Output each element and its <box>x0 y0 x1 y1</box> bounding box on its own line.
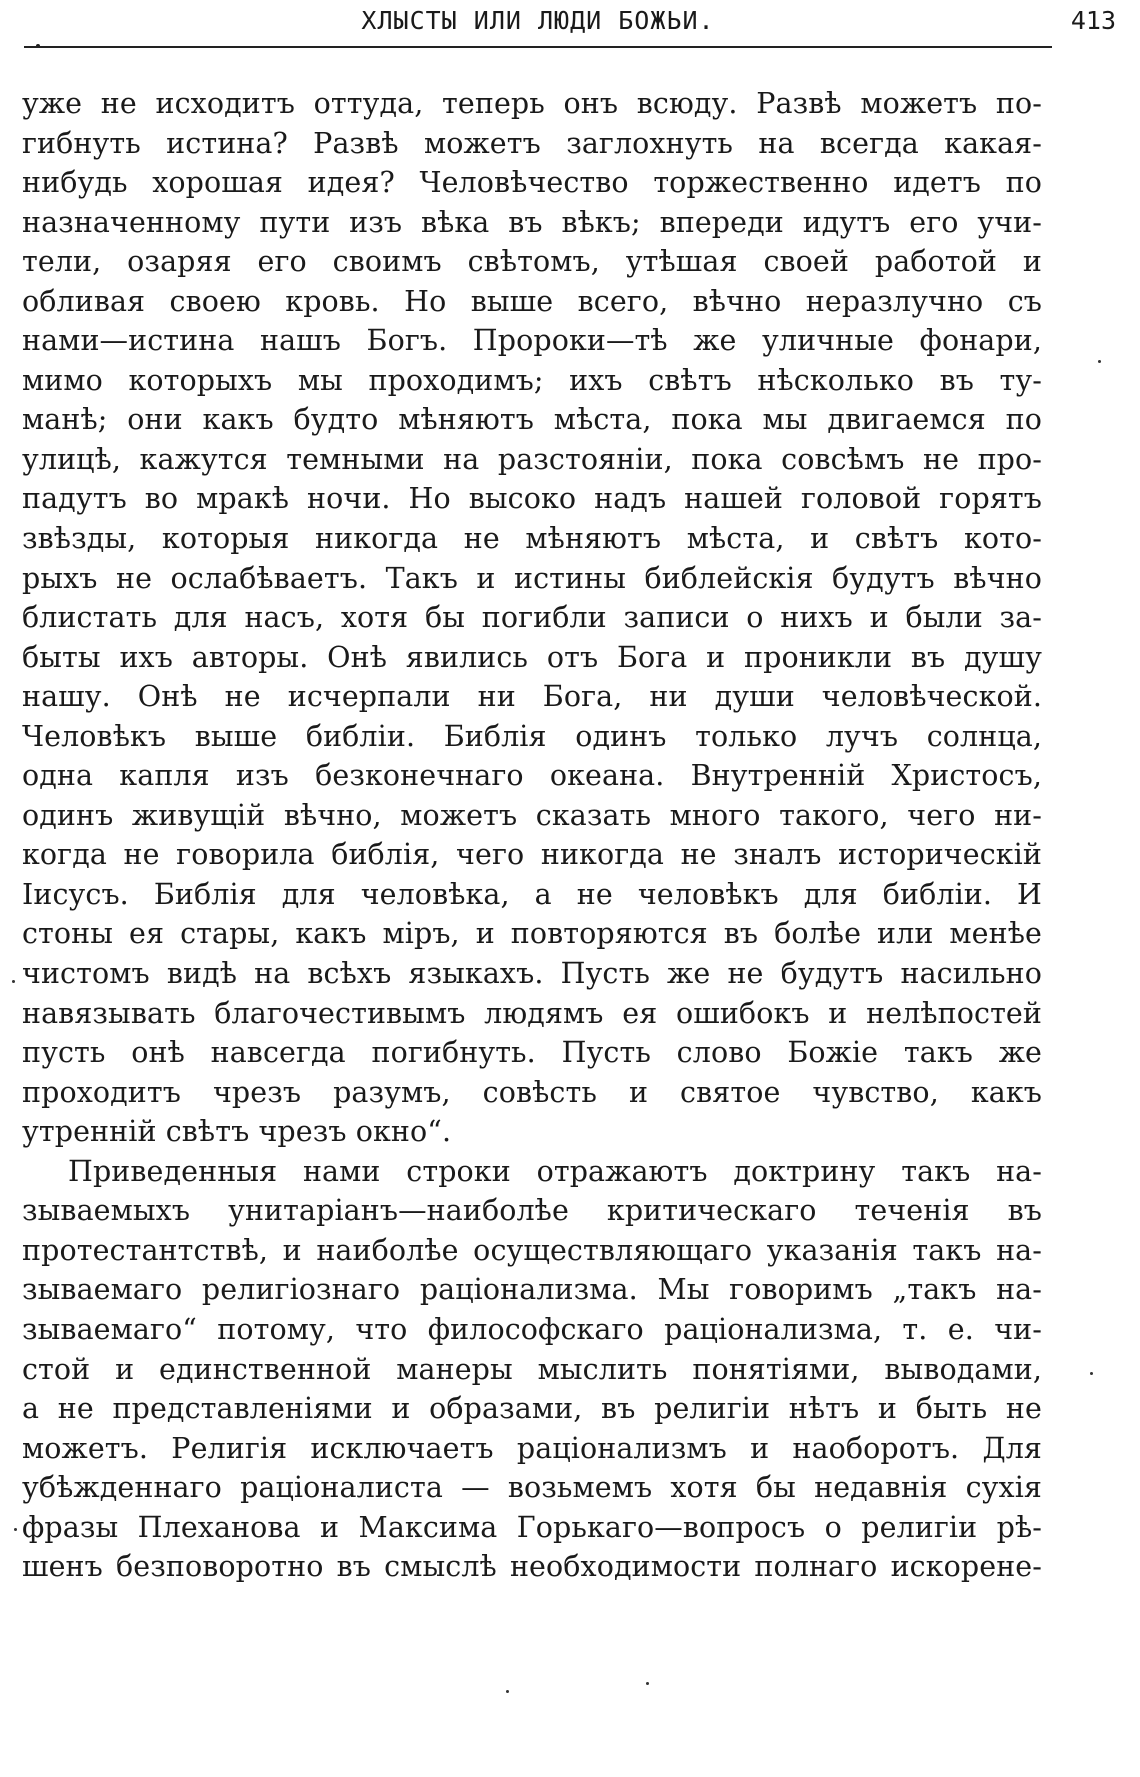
text-line: быты ихъ авторы. Онѣ явились отъ Бога и проникли въ душу <box>22 640 1042 674</box>
text-line: одна капля изъ безконечнаго океана. Внутренній Христосъ, <box>22 759 1042 793</box>
ink-speck <box>646 1682 649 1685</box>
text-line: мимо которыхъ мы проходимъ; ихъ свѣтъ нѣсколько въ ту- <box>22 363 1042 397</box>
text-line: назначенному пути изъ вѣка въ вѣкъ; впереди идутъ его учи- <box>22 205 1042 239</box>
ink-speck <box>1098 360 1101 363</box>
text-line: падутъ во мракѣ ночи. Но высоко надъ нашей головой горятъ <box>22 482 1042 516</box>
text-line: навязывать благочестивымъ людямъ ея ошибокъ и нелѣпостей <box>22 996 1042 1030</box>
ink-speck <box>1090 1372 1093 1375</box>
running-head <box>24 2 1116 46</box>
text-line: тели, озаряя его своимъ свѣтомъ, утѣшая своей работой и <box>22 245 1042 279</box>
text-line: нами—истина нашъ Богъ. Пророки—тѣ же уличные фонари, <box>22 324 1042 358</box>
text-line: шенъ безповоротно въ смыслѣ необходимости полнаго искорене- <box>22 1550 1042 1584</box>
text-line: зываемаго религіознаго раціонализма. Мы говоримъ „такъ на- <box>22 1273 1042 1307</box>
text-line: убѣжденнаго раціоналиста — возьмемъ хотя бы недавнія сухія <box>22 1471 1042 1505</box>
text-line: Человѣкъ выше библіи. Библія одинъ только лучъ солнца, <box>22 719 1042 753</box>
text-line: а не представленіями и образами, въ религіи нѣтъ и быть не <box>22 1392 1042 1426</box>
ink-speck <box>506 1690 509 1693</box>
text-line: Приведенныя нами строки отражаютъ доктрину такъ на- <box>68 1154 1042 1188</box>
text-line: уже не исходитъ оттуда, теперь онъ всюду. Развѣ можетъ по- <box>22 87 1042 120</box>
text-line: обливая своею кровь. Но выше всего, вѣчно неразлучно съ <box>22 284 1042 318</box>
text-line: когда не говорила библія, чего никогда не зналъ историческій <box>22 838 1042 872</box>
body-text <box>22 84 1042 1587</box>
page-number: 413 <box>1070 6 1116 35</box>
text-line: рыхъ не ослабѣваетъ. Такъ и истины библейскія будутъ вѣчно <box>22 561 1042 595</box>
text-line: можетъ. Религія исключаетъ раціонализмъ и наоборотъ. Для <box>22 1431 1042 1465</box>
text-line: блистать для насъ, хотя бы погибли записи о нихъ и были за- <box>22 601 1042 635</box>
text-line: стой и единственной манеры мыслить понятіями, выводами, <box>22 1352 1042 1386</box>
text-line: фразы Плеханова и Максима Горькаго—вопросъ о религіи рѣ- <box>22 1510 1042 1544</box>
paragraph-1 <box>22 84 1042 1152</box>
text-line: проходитъ чрезъ разумъ, совѣсть и святое чувство, какъ <box>22 1075 1042 1109</box>
text-line: утренній свѣтъ чрезъ окно“. <box>22 1115 452 1149</box>
text-line: нашу. Онѣ не исчерпали ни Бога, ни души человѣческой. <box>22 680 1042 714</box>
head-rule <box>24 46 1052 48</box>
paragraph-2 <box>22 1152 1042 1587</box>
text-line: протестантствѣ, и наиболѣе осуществляющаго указанія такъ на- <box>22 1233 1042 1267</box>
running-title: ХЛЫСТЫ ИЛИ ЛЮДИ БОЖЬИ. <box>361 6 715 35</box>
text-line: стоны ея стары, какъ міръ, и повторяются въ болѣе или менѣе <box>22 917 1042 951</box>
text-line: нибудь хорошая идея? Человѣчество торжественно идетъ по <box>22 166 1042 200</box>
text-line: зываемыхъ унитаріанъ—наиболѣе критическаго теченія въ <box>22 1194 1042 1228</box>
text-line: манѣ; они какъ будто мѣняютъ мѣста, пока мы двигаемся по <box>22 403 1042 437</box>
text-line: пусть онѣ навсегда погибнуть. Пусть слово Божіе такъ же <box>22 1036 1042 1070</box>
text-line: Іисусъ. Библія для человѣка, а не человѣкъ для библіи. И <box>22 877 1042 911</box>
text-line: чистомъ видѣ на всѣхъ языкахъ. Пусть же не будутъ насильно <box>22 957 1042 991</box>
ink-speck <box>14 1528 17 1531</box>
text-line: одинъ живущій вѣчно, можетъ сказать много такого, чего ни- <box>22 798 1042 832</box>
text-line: улицѣ, кажутся темными на разстояніи, пока совсѣмъ не про- <box>22 442 1042 476</box>
text-line: зываемаго“ потому, что философскаго раціонализма, т. е. чи- <box>22 1312 1042 1346</box>
ink-speck <box>12 980 15 983</box>
text-line: звѣзды, которыя никогда не мѣняютъ мѣста, и свѣтъ кото- <box>22 522 1042 556</box>
text-line: гибнуть истина? Развѣ можетъ заглохнуть на всегда какая- <box>22 126 1042 160</box>
